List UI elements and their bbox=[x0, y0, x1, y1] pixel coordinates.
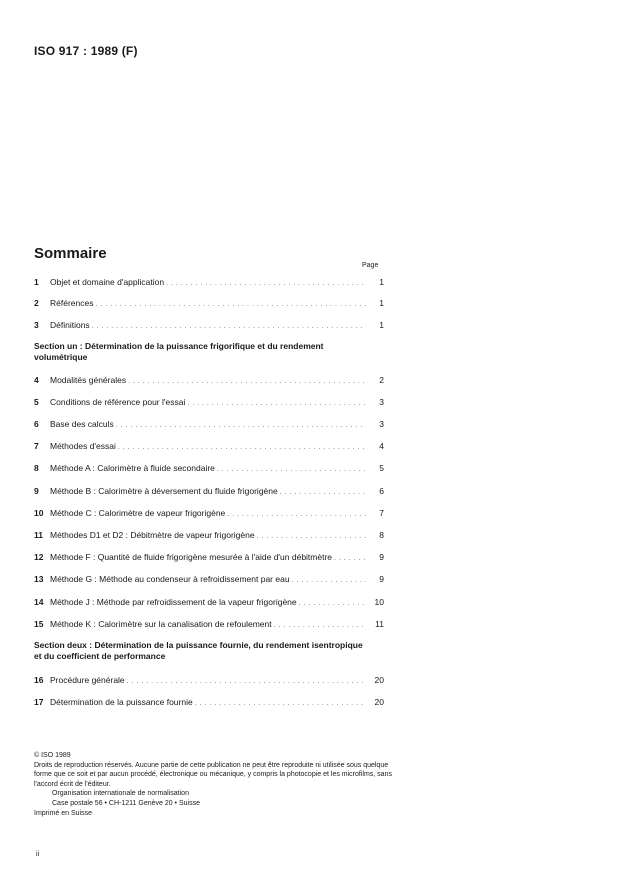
toc-entry-label: Méthode K : Calorimètre sur la canalisation de refoulement bbox=[50, 619, 272, 629]
toc-entry-page: 2 bbox=[379, 375, 384, 385]
postal-address: Case postale 56 • CH-1211 Genève 20 • Suisse bbox=[52, 799, 200, 807]
toc-entry-number: 16 bbox=[34, 675, 44, 685]
toc-entry-label: Méthode J : Méthode par refroidissement de la vapeur frigorigène bbox=[50, 597, 297, 607]
printed-in: Imprimé en Suisse bbox=[34, 809, 92, 817]
toc-entry-page: 10 bbox=[374, 597, 384, 607]
leader-dots bbox=[128, 375, 366, 385]
toc-entry[interactable] bbox=[34, 375, 384, 385]
page-column-label: Page bbox=[362, 262, 379, 269]
toc-entry-number: 12 bbox=[34, 552, 44, 562]
toc-entry-number: 11 bbox=[34, 530, 43, 540]
toc-entry-label: Méthode G : Méthode au condenseur à refroidissement par eau bbox=[50, 574, 290, 584]
toc-entry-page: 9 bbox=[379, 552, 384, 562]
toc-entry[interactable] bbox=[34, 697, 384, 707]
leader-dots bbox=[292, 574, 366, 584]
toc-entry-number: 13 bbox=[34, 574, 44, 584]
toc-entry-label: Méthode B : Calorimètre à déversement du fluide frigorigène bbox=[50, 486, 278, 496]
toc-entry[interactable] bbox=[34, 552, 384, 562]
toc-entry-label: Base des calculs bbox=[50, 419, 114, 429]
standard-id: ISO 917 : 1989 (F) bbox=[34, 44, 138, 58]
toc-entry[interactable] bbox=[34, 675, 384, 685]
leader-dots bbox=[195, 697, 366, 707]
toc-entry-label: Méthode A : Calorimètre à fluide secondaire bbox=[50, 463, 215, 473]
toc-entry[interactable] bbox=[34, 463, 384, 473]
toc-entry-number: 9 bbox=[34, 486, 39, 496]
toc-entry[interactable] bbox=[34, 508, 384, 518]
toc-entry[interactable] bbox=[34, 574, 384, 584]
toc-entry[interactable] bbox=[34, 597, 384, 607]
leader-dots bbox=[187, 397, 366, 407]
toc-entry[interactable] bbox=[34, 277, 384, 287]
toc-entry[interactable] bbox=[34, 419, 384, 429]
toc-entry-number: 3 bbox=[34, 320, 39, 330]
leader-dots bbox=[274, 619, 366, 629]
toc-entry-page: 1 bbox=[379, 277, 384, 287]
leader-dots bbox=[116, 419, 366, 429]
toc-entry-number: 7 bbox=[34, 441, 39, 451]
copyright-block bbox=[34, 751, 394, 818]
toc-entry-number: 8 bbox=[34, 463, 39, 473]
leader-dots bbox=[95, 298, 366, 308]
leader-dots bbox=[166, 277, 366, 287]
toc-entry[interactable] bbox=[34, 530, 384, 540]
section-heading-deux: Section deux : Détermination de la puissance fournie, du rendement isentropique et du coefficient de performance bbox=[34, 640, 363, 661]
toc-entry-label: Objet et domaine d'application bbox=[50, 277, 165, 287]
leader-dots bbox=[299, 597, 366, 607]
toc-entry[interactable] bbox=[34, 320, 384, 330]
toc-entry-number: 1 bbox=[34, 277, 39, 287]
toc-entry-page: 6 bbox=[379, 486, 384, 496]
leader-dots bbox=[280, 486, 366, 496]
toc-entry[interactable] bbox=[34, 486, 384, 496]
leader-dots bbox=[92, 320, 366, 330]
leader-dots bbox=[118, 441, 366, 451]
toc-entry-number: 6 bbox=[34, 419, 39, 429]
toc-entry-label: Méthodes d'essai bbox=[50, 441, 116, 451]
section-heading-un: Section un : Détermination de la puissance frigorifique et du rendement volumétrique bbox=[34, 341, 324, 362]
toc-entry[interactable] bbox=[34, 397, 384, 407]
toc-entry-page: 4 bbox=[379, 441, 384, 451]
toc-entry-page: 8 bbox=[379, 530, 384, 540]
toc-entry-label: Modalités générales bbox=[50, 375, 127, 385]
toc-entry-label: Procédure générale bbox=[50, 675, 125, 685]
toc-entry-label: Détermination de la puissance fournie bbox=[50, 697, 193, 707]
toc-entry-label: Définitions bbox=[50, 320, 90, 330]
toc-entry-number: 15 bbox=[34, 619, 44, 629]
toc-entry-label: Références bbox=[50, 298, 94, 308]
toc-entry-page: 5 bbox=[379, 463, 384, 473]
toc-entry-page: 9 bbox=[379, 574, 384, 584]
organization-name: Organisation internationale de normalisation bbox=[52, 790, 189, 798]
toc-entry-label: Méthode F : Quantité de fluide frigorigène mesurée à l'aide d'un débitmètre bbox=[50, 552, 333, 562]
toc-entry-number: 5 bbox=[34, 397, 39, 407]
toc-entry-page: 7 bbox=[379, 508, 384, 518]
leader-dots bbox=[334, 552, 366, 562]
toc-title: Sommaire bbox=[34, 245, 107, 262]
copyright-line: © ISO 1989 bbox=[34, 752, 71, 759]
toc-entry-label: Méthode C : Calorimètre de vapeur frigorigène bbox=[50, 508, 226, 518]
toc-entry-page: 11 bbox=[375, 619, 384, 629]
rights-notice: Droits de reproduction réservés. Aucune partie de cette publication ne peut être reproduite ni utilisée sous quelque forme que ce soit et par aucun procédé, électronique ou mécanique, y compris la photocopie et les microfilms, sans l'accord écrit de l'éditeur. bbox=[34, 761, 392, 788]
leader-dots bbox=[257, 530, 366, 540]
leader-dots bbox=[227, 508, 366, 518]
toc-entry-page: 20 bbox=[374, 697, 384, 707]
toc-entry-page: 1 bbox=[379, 298, 384, 308]
toc-entry-page: 20 bbox=[374, 675, 384, 685]
leader-dots bbox=[217, 463, 366, 473]
toc-entry[interactable] bbox=[34, 619, 384, 629]
toc-entry-number: 4 bbox=[34, 375, 39, 385]
toc-entry-page: 3 bbox=[379, 397, 384, 407]
toc-entry-label: Méthodes D1 et D2 : Débitmètre de vapeur frigorigène bbox=[50, 530, 255, 540]
leader-dots bbox=[127, 675, 366, 685]
toc-entry-page: 1 bbox=[379, 320, 384, 330]
toc-entry-number: 10 bbox=[34, 508, 44, 518]
toc-entry-label: Conditions de référence pour l'essai bbox=[50, 397, 186, 407]
toc-entry-number: 14 bbox=[34, 597, 44, 607]
toc-entry-number: 17 bbox=[34, 697, 44, 707]
toc-entry[interactable] bbox=[34, 298, 384, 308]
page-number: ii bbox=[36, 851, 40, 858]
toc-entry-page: 3 bbox=[379, 419, 384, 429]
toc-entry-number: 2 bbox=[34, 298, 39, 308]
toc-entry[interactable] bbox=[34, 441, 384, 451]
